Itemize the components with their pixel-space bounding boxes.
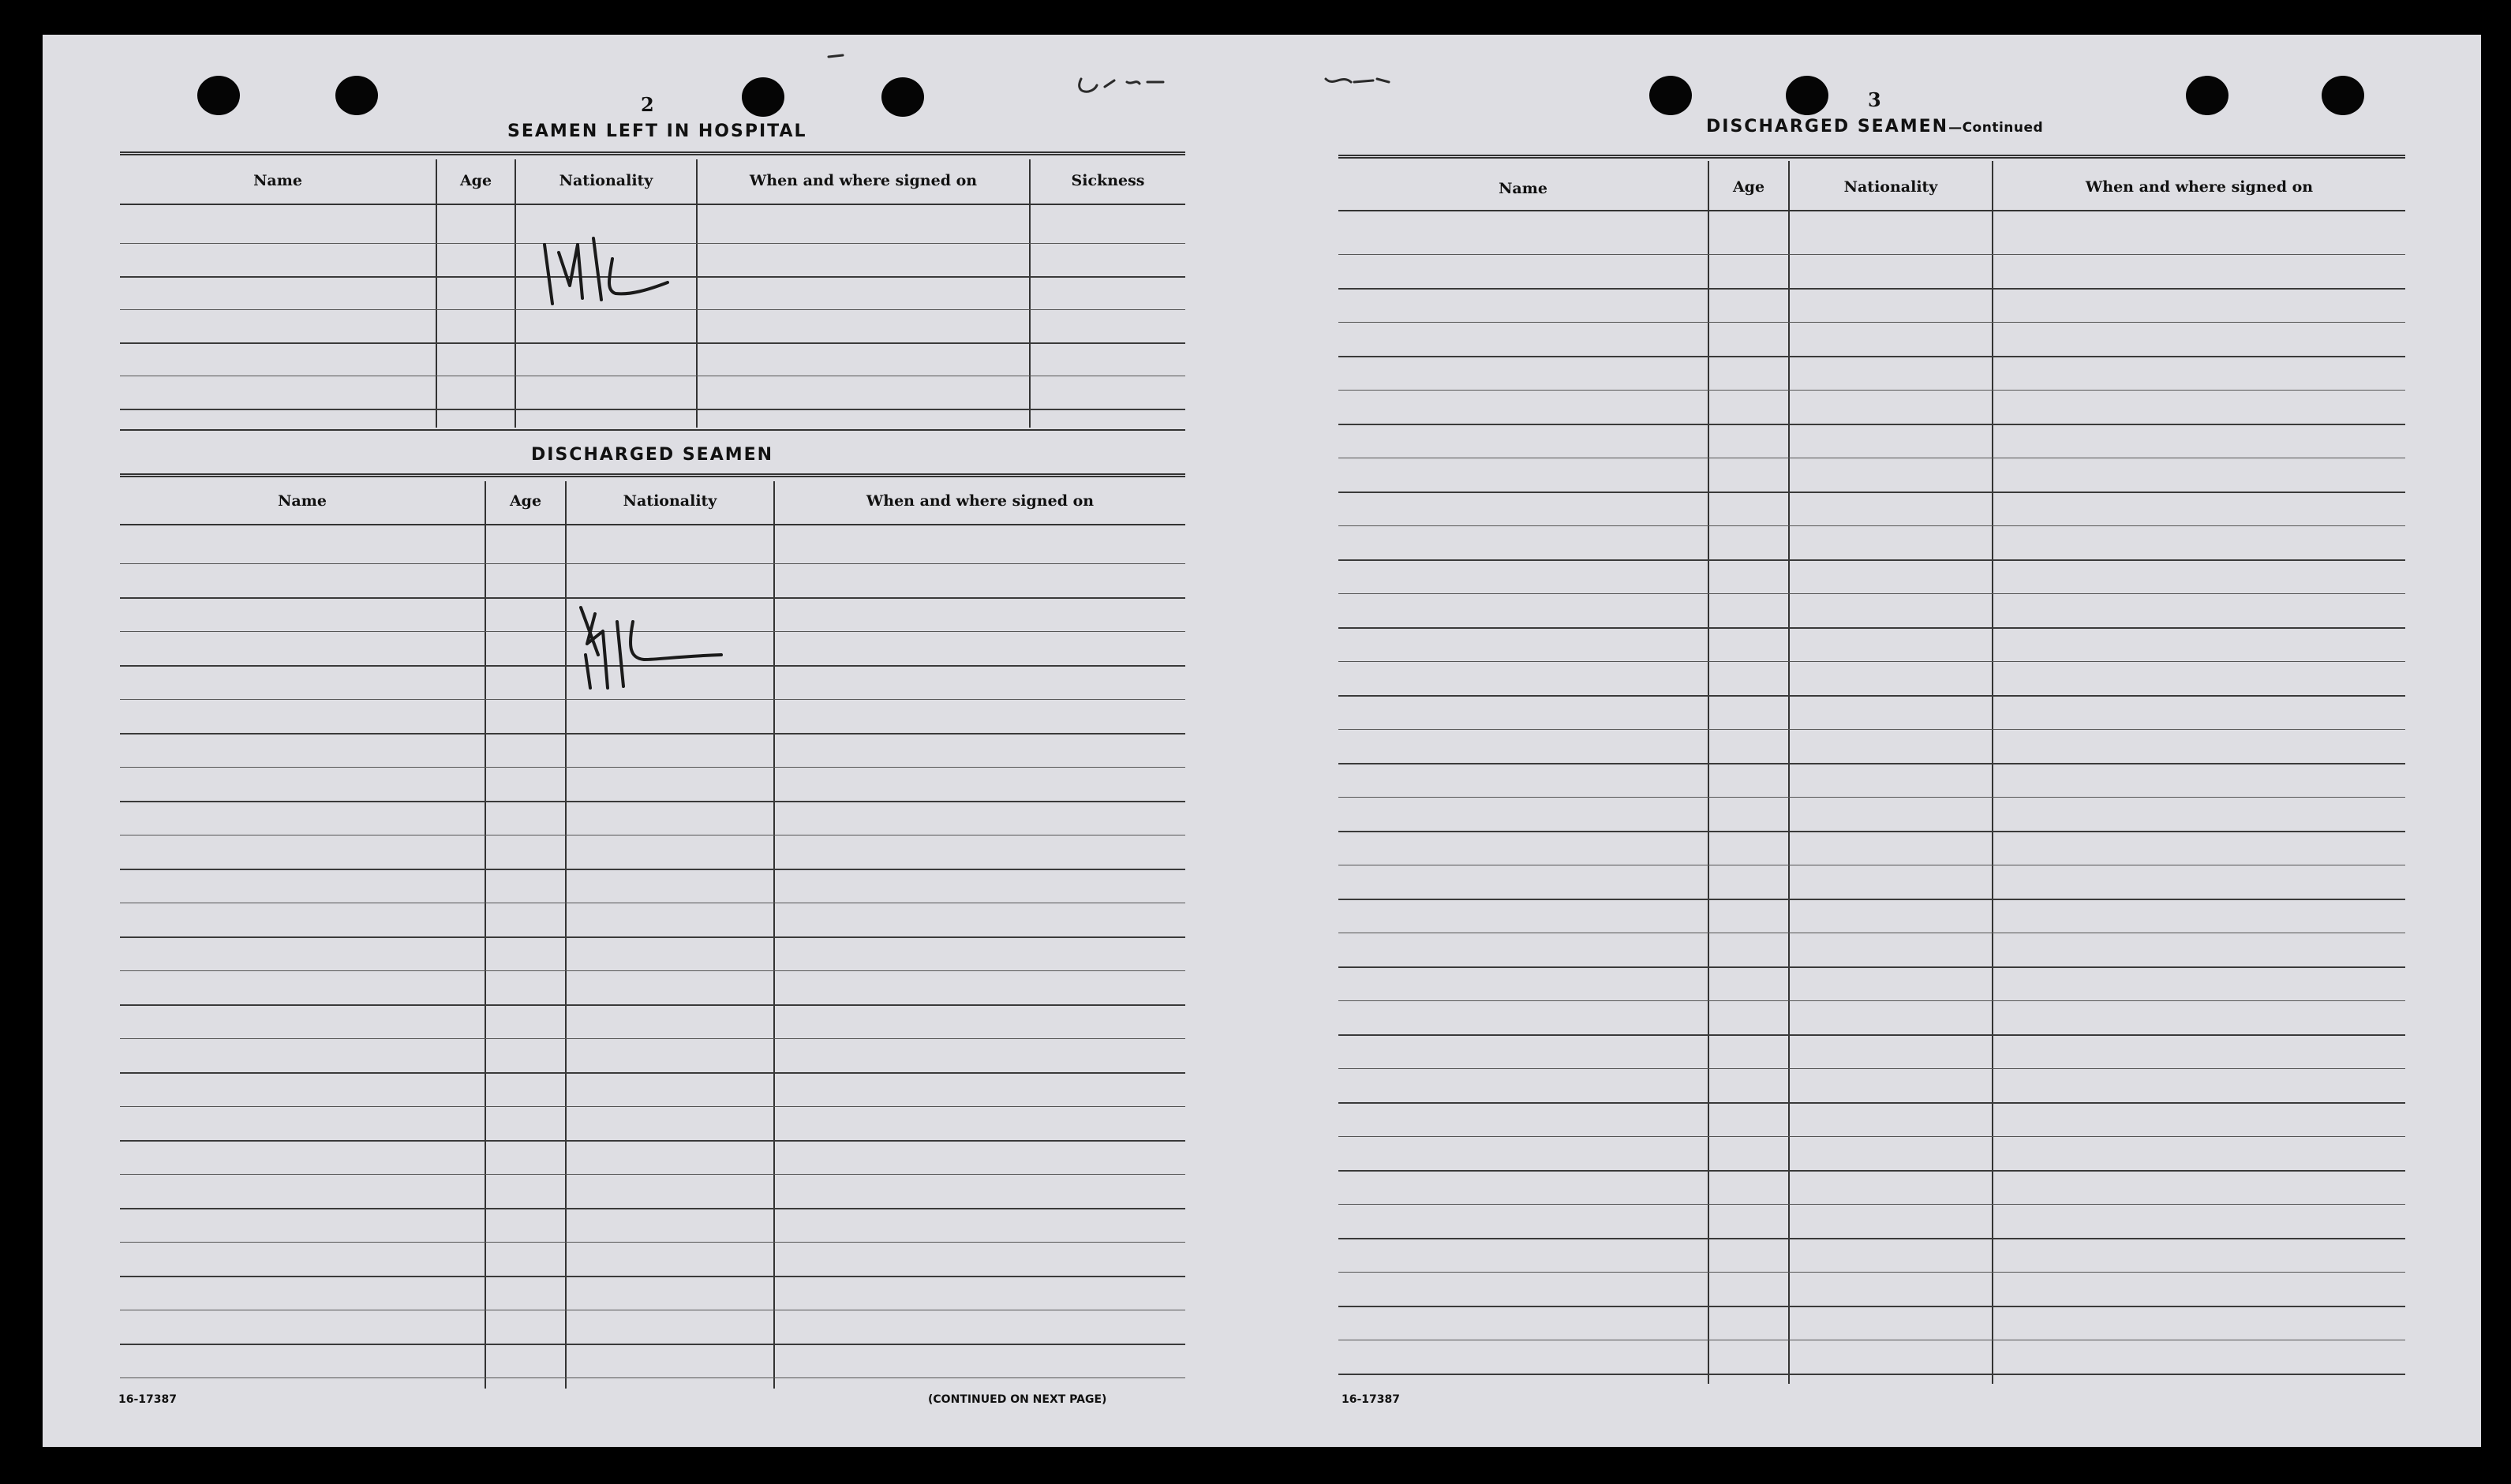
manifest-sheet bbox=[43, 35, 2481, 1447]
ruled-line bbox=[120, 1140, 1185, 1142]
discharged-header-rule bbox=[120, 524, 1185, 525]
ruled-line bbox=[1338, 322, 2405, 323]
ruled-line bbox=[120, 1072, 1185, 1074]
punch-hole bbox=[1786, 76, 1828, 115]
ruled-line bbox=[1338, 1204, 2405, 1205]
ruled-line bbox=[120, 1038, 1185, 1039]
right-page-number: 3 bbox=[1868, 88, 1881, 111]
hospital-table-top-rule bbox=[120, 151, 1185, 155]
discharged-col-when-where: When and where signed on bbox=[866, 492, 1095, 510]
ruled-line bbox=[1338, 1272, 2405, 1273]
continued-note: (CONTINUED ON NEXT PAGE) bbox=[928, 1393, 1107, 1406]
ruled-line bbox=[1338, 797, 2405, 798]
ruled-line bbox=[1338, 559, 2405, 561]
ruled-line bbox=[120, 1174, 1185, 1175]
ruled-line bbox=[120, 597, 1185, 599]
ruled-line bbox=[1338, 661, 2405, 662]
hospital-col-age: Age bbox=[459, 172, 492, 189]
ruled-line bbox=[120, 409, 1185, 410]
margin-scribble bbox=[821, 47, 1405, 110]
right-section-title-text: DISCHARGED SEAMEN bbox=[1706, 117, 1949, 136]
ruled-line bbox=[120, 1106, 1185, 1107]
hospital-col-sickness: Sickness bbox=[1071, 172, 1145, 189]
discharged-section-title: DISCHARGED SEAMEN bbox=[531, 445, 774, 465]
ruled-line bbox=[1338, 1136, 2405, 1137]
hospital-table-bottom-rule bbox=[120, 429, 1185, 431]
ruled-line bbox=[120, 1208, 1185, 1209]
right-col-name: Name bbox=[1499, 180, 1547, 197]
discharged-col-nationality: Nationality bbox=[623, 492, 717, 510]
right-col-age: Age bbox=[1732, 178, 1765, 196]
punch-hole bbox=[197, 76, 240, 115]
ruled-line bbox=[120, 342, 1185, 344]
discharged-table-top-rule bbox=[120, 473, 1185, 477]
handwritten-nil-hospital bbox=[537, 221, 679, 316]
ruled-line bbox=[120, 936, 1185, 938]
hospital-section-title: SEAMEN LEFT IN HOSPITAL bbox=[507, 121, 807, 141]
right-header-rule bbox=[1338, 210, 2405, 211]
handwritten-nil-discharged bbox=[567, 600, 724, 694]
right-col-nationality: Nationality bbox=[1843, 178, 1938, 196]
ruled-line bbox=[120, 1242, 1185, 1243]
ruled-line bbox=[1338, 763, 2405, 764]
hospital-header-rule bbox=[120, 204, 1185, 205]
right-section-title bbox=[1706, 117, 2043, 136]
right-form-number: 16-17387 bbox=[1342, 1393, 1400, 1406]
hospital-divider bbox=[696, 159, 698, 428]
ruled-line bbox=[1338, 492, 2405, 493]
ruled-line bbox=[120, 563, 1185, 564]
ruled-line bbox=[1338, 1170, 2405, 1172]
ruled-line bbox=[1338, 1068, 2405, 1069]
ruled-line bbox=[1338, 729, 2405, 730]
hospital-divider bbox=[1029, 159, 1031, 428]
right-divider bbox=[1788, 161, 1790, 1384]
punch-hole bbox=[2322, 76, 2364, 115]
ruled-line bbox=[120, 1004, 1185, 1006]
ruled-line bbox=[1338, 1000, 2405, 1001]
ruled-line bbox=[120, 970, 1185, 971]
ruled-line bbox=[1338, 1238, 2405, 1239]
right-divider bbox=[1708, 161, 1709, 1384]
left-form-number: 16-17387 bbox=[118, 1393, 177, 1406]
ruled-line bbox=[1338, 525, 2405, 526]
ruled-line bbox=[1338, 1306, 2405, 1307]
ruled-line bbox=[1338, 1034, 2405, 1036]
ruled-line bbox=[1338, 356, 2405, 357]
ruled-line bbox=[120, 1377, 1185, 1378]
ruled-line bbox=[1338, 695, 2405, 697]
ruled-line bbox=[120, 699, 1185, 700]
discharged-col-age: Age bbox=[509, 492, 542, 510]
hospital-divider bbox=[436, 159, 437, 428]
hospital-col-nationality: Nationality bbox=[559, 172, 653, 189]
discharged-divider bbox=[485, 481, 486, 1389]
hospital-col-when-where: When and where signed on bbox=[749, 172, 978, 189]
ruled-line bbox=[1338, 966, 2405, 968]
right-col-when-where: When and where signed on bbox=[2085, 178, 2314, 196]
ruled-line bbox=[120, 733, 1185, 735]
punch-hole bbox=[335, 76, 378, 115]
ruled-line bbox=[1338, 254, 2405, 255]
ruled-line bbox=[120, 869, 1185, 870]
ruled-line bbox=[1338, 593, 2405, 594]
ruled-line bbox=[1338, 390, 2405, 391]
ruled-line bbox=[1338, 831, 2405, 832]
right-table-top-rule bbox=[1338, 155, 2405, 159]
punch-hole bbox=[1649, 76, 1692, 115]
punch-hole bbox=[742, 77, 784, 117]
right-section-title-suffix: —Continued bbox=[1948, 120, 2044, 136]
ruled-line bbox=[120, 767, 1185, 768]
right-divider bbox=[1992, 161, 1993, 1384]
ruled-line bbox=[1338, 288, 2405, 290]
punch-hole bbox=[2186, 76, 2228, 115]
hospital-divider bbox=[515, 159, 516, 428]
ruled-line bbox=[120, 1276, 1185, 1277]
ruled-line bbox=[120, 801, 1185, 802]
discharged-divider bbox=[773, 481, 775, 1389]
ruled-line bbox=[1338, 627, 2405, 629]
ruled-line bbox=[1338, 1374, 2405, 1375]
ruled-line bbox=[1338, 424, 2405, 425]
ruled-line bbox=[1338, 899, 2405, 900]
hospital-col-name: Name bbox=[253, 172, 302, 189]
ruled-line bbox=[1338, 1102, 2405, 1104]
ruled-line bbox=[120, 1344, 1185, 1345]
discharged-col-name: Name bbox=[278, 492, 327, 510]
left-page-number: 2 bbox=[641, 93, 654, 116]
